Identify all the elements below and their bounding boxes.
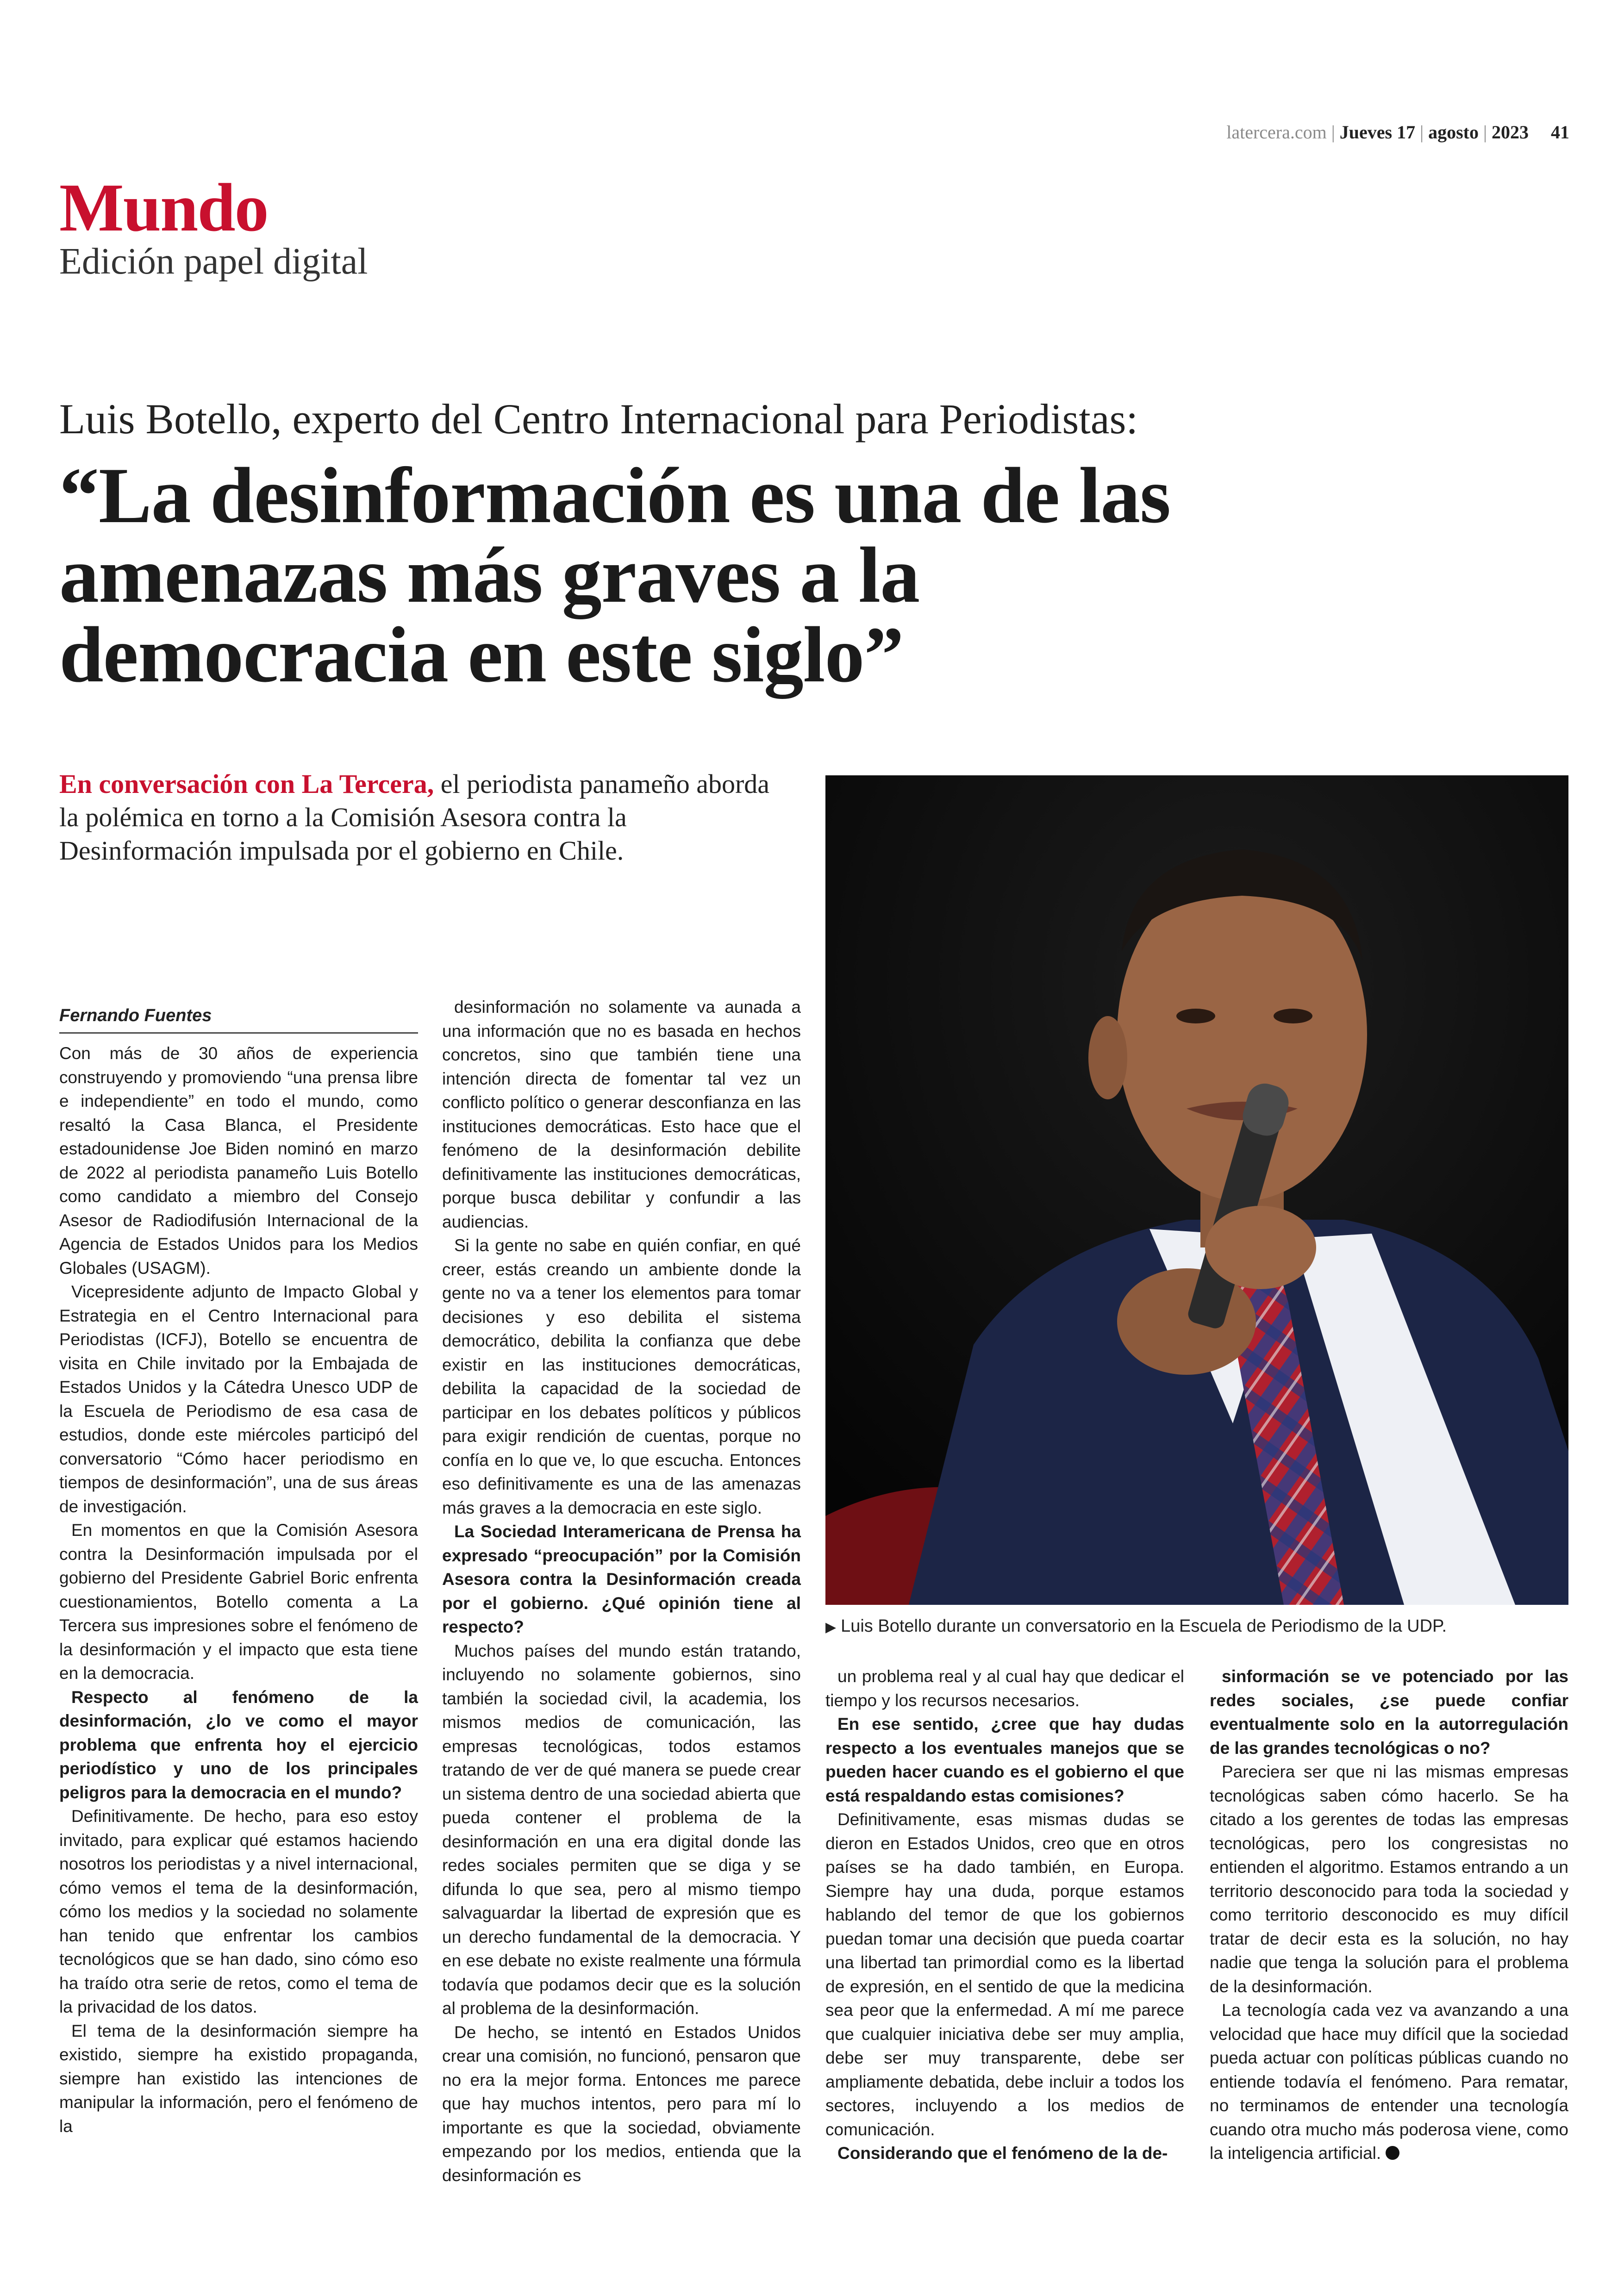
date-day: Jueves 17 <box>1339 122 1416 143</box>
body-paragraph: La tecnología cada vez va avanzando a una velocidad que hace muy difícil que la sociedad pueda actuar con políticas públicas cuando no entiende todavía el fenómeno. Para rematar, no terminamos de entender una tecnología cuando otra mucho más poderosa viene, como la inteligencia artificial. <box>1210 2001 1568 2163</box>
site-name: latercera.com <box>1226 122 1327 143</box>
date-month: agosto <box>1428 122 1479 143</box>
caption-triangle-icon: ▶ <box>825 1620 837 1635</box>
byline: Fernando Fuentes <box>59 1006 418 1034</box>
lead-text: el periodista panameño aborda la polémica en torno a la Comisión Asesora contra la Desinformación impulsada por el gobierno en Chile. <box>59 769 769 866</box>
interview-question: Respecto al fenómeno de la desinformación, ¿lo ve como el mayor problema que enfrenta hoy el ejercicio periodístico y uno de los principales peligros para la democracia en el mundo? <box>59 1687 418 1802</box>
body-paragraph: un problema real y al cual hay que dedicar el tiempo y los recursos necesarios. <box>825 1667 1184 1710</box>
interview-question: Considerando que el fenómeno de la de- <box>837 2144 1168 2163</box>
portrait-illustration <box>825 775 1568 1605</box>
article-headline: “La desinformación es una de las amenazas más graves a la democracia en este siglo” <box>59 452 1171 699</box>
article-lead <box>59 767 791 867</box>
article-kicker: Luis Botello, experto del Centro Internacional para Periodistas: <box>59 395 1138 443</box>
lead-highlight: En conversación con La Tercera, <box>59 769 434 799</box>
photo-caption <box>825 1616 1568 1636</box>
interview-question: La Sociedad Interamericana de Prensa ha expresado “preocupación” por la Comisión Asesora contra la Desinformación creada por el gobierno. ¿Qué opinión tiene al respecto? <box>442 1522 801 1636</box>
body-paragraph: Definitivamente, esas mismas dudas se dieron en Estados Unidos, creo que en otros países se ha dado también, en Europa. Siempre hay una duda, porque estamos hablando del temor de que los gobiernos puedan tomar una decisión que pueda coartar una libertad tan primordial como es la libertad de expresión, en el sentido de que la medicina sea peor que la enfermedad. A mí me parece que cualquier iniciativa debe ser muy amplia, debe ser muy transparente, debe ser ampliamente debatida, debe incluir a todos los sectores, incluyendo a los medios de comunicación. <box>825 1810 1184 2139</box>
article-column-2 <box>442 995 801 2187</box>
interview-question: sinformación se ve potenciado por las redes sociales, ¿se puede confiar eventualmente solo en la autorregulación de las grandes tecnológicas o no? <box>1210 1667 1568 1758</box>
section-title: Mundo <box>59 170 268 246</box>
article-column-1 <box>59 1041 418 2138</box>
folio: latercera.com | Jueves 17 | agosto | 2023 41 <box>1226 122 1569 143</box>
body-paragraph: Vicepresidente adjunto de Impacto Global y Estrategia en el Centro Internacional para Periodistas (ICFJ), Botello se encuentra de visita en Chile invitado por la Embajada de Estados Unidos y la Cátedra Unesco UDP de la Escuela de Periodismo de esa casa de estudios, donde este miércoles participó del conversatorio “Cómo hacer periodismo en tiempos de desinformación”, una de sus áreas de investigación. <box>59 1282 418 1516</box>
body-paragraph: Si la gente no sabe en quién confiar, en qué creer, estás creando un ambiente donde la gente no va a tener los elementos para tomar decisiones y eso debilita el sistema democrático, debilita la confianza que debe existir en las instituciones democráticas, debilita la capacidad de la sociedad de participar en los debates políticos y públicos para exigir rendición de cuentas, porque no confía en lo que ve, lo que escucha. Entonces eso definitivamente es una de las amenazas más graves a la democracia en este siglo. <box>442 1236 801 1517</box>
date-year: 2023 <box>1492 122 1529 143</box>
body-paragraph: El tema de la desinformación siempre ha existido, siempre ha existido propaganda, siempre han existido las intenciones de manipular la información, pero el fenómeno de la <box>59 2021 418 2136</box>
body-paragraph: desinformación no solamente va aunada a una información que no es basada en hechos concretos, sino que también tiene una intención directa de fomentar tal vez un conflicto político o generar desconfianza en las instituciones democráticas. Esto hace que el fenómeno de la desinformación debilite definitivamente las instituciones democráticas, porque busca debilitar y confundir a las audiencias. <box>442 998 801 1231</box>
body-paragraph: En momentos en que la Comisión Asesora contra la Desinformación impulsada por el gobierno del Presidente Gabriel Boric enfrenta cuestionamientos, Botello comenta a La Tercera sus impresiones sobre el fenómeno de la desinformación y el impacto que esta tiene en la democracia. <box>59 1521 418 1683</box>
body-paragraph: Definitivamente. De hecho, para eso estoy invitado, para explicar qué estamos haciendo nosotros los periodistas y a nivel internacional, cómo vemos el tema de la desinformación, cómo los medios y la sociedad no solamente han tenido que enfrentar los cambios tecnológicos que se han dado, sino cómo eso ha traído otra serie de retos, como el tema de la privacidad de los datos. <box>59 1807 418 2016</box>
article-column-4 <box>1210 1665 1568 2165</box>
body-paragraph: Muchos países del mundo están tratando, incluyendo no solamente gobiernos, sino también la sociedad civil, la academia, los mismos medios de comunicación, las empresas tecnológicas, todos estamos tratando de ver de qué manera se puede crear un sistema dentro de una sociedad abierta que pueda contener el problema de la desinformación en una era digital donde las redes sociales permiten que se diga y se difunda lo que sea, pero al mismo tiempo salvaguardar la libertad de expresión que es un derecho fundamental de la democracia. Y en ese debate no existe realmente una fórmula todavía que podamos decir que es la solución al problema de la desinformación. <box>442 1641 801 2018</box>
body-paragraph: De hecho, se intentó en Estados Unidos crear una comisión, no funcionó, pensaron que no era la mejor forma. Entonces me parece que hay muchos intentos, pero para mí lo importante es que la sociedad, obviamente empezando por los medios, entienda que la desinformación es <box>442 2022 801 2185</box>
body-paragraph: Con más de 30 años de experiencia construyendo y promoviendo “una prensa libre e independiente” en todo el mundo, como resaltó la Casa Blanca, el Presidente estadounidense Joe Biden nominó en marzo de 2022 al periodista panameño Luis Botello como candidato a miembro del Consejo Asesor de Radiodifusión Internacional de la Agencia de Estados Unidos para los Medios Globales (USAGM). <box>59 1044 418 1278</box>
edition-label: Edición papel digital <box>59 241 368 282</box>
article-column-3 <box>825 1665 1184 2165</box>
body-paragraph: Pareciera ser que ni las mismas empresas tecnológicas saben cómo hacerlo. Se ha citado a los gerentes de todas las empresas tecnológicas, pero los congresistas no entienden el algoritmo. Estamos entrando a un territorio desconocido para toda la sociedad y como territorio desconocido es muy difícil tratar de decir esta es la solución, no hay nadie que tenga la solución para el problema de la desinformación. <box>1210 1762 1568 1996</box>
interview-question: En ese sentido, ¿cree que hay dudas respecto a los eventuales manejos que se pueden hacer cuando es el gobierno el que está respaldando estas comisiones? <box>825 1715 1184 1805</box>
caption-text: Luis Botello durante un conversatorio en la Escuela de Periodismo de la UDP. <box>841 1616 1447 1636</box>
article-photo <box>825 775 1568 1605</box>
end-mark-icon <box>1386 2146 1399 2160</box>
page-number: 41 <box>1551 122 1569 143</box>
